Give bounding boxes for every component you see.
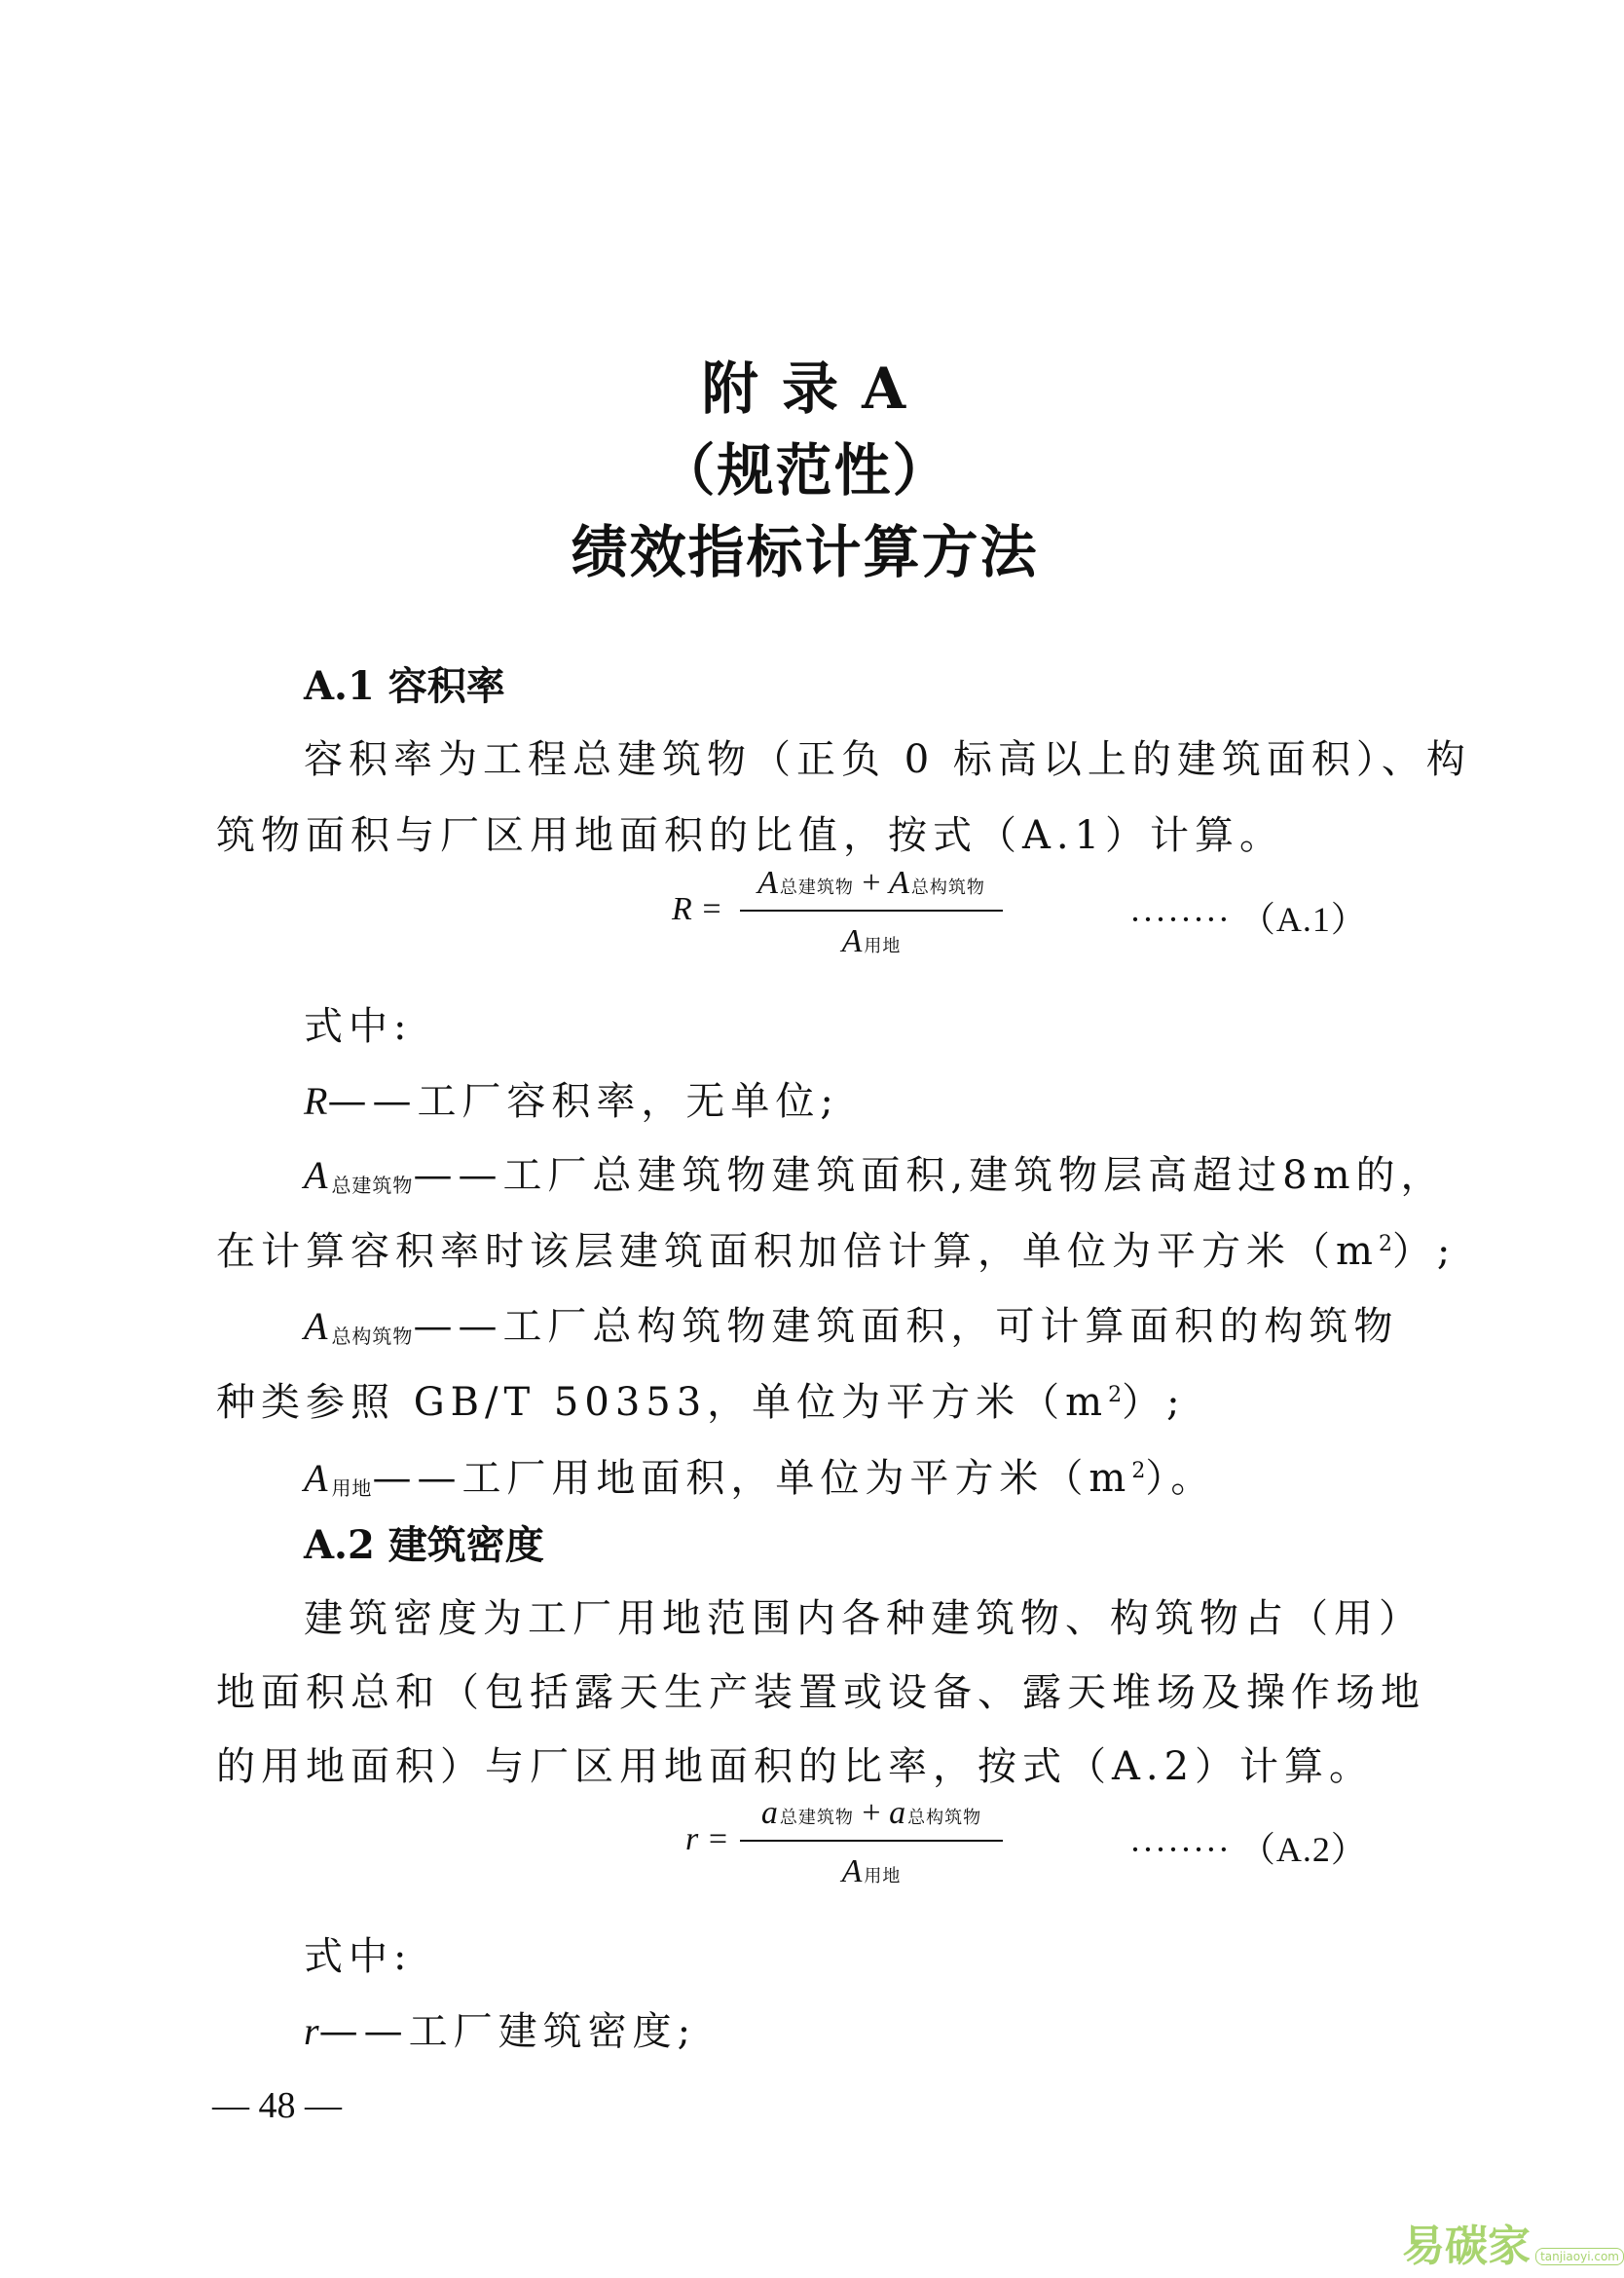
watermark-url: tanjiaoyi.com bbox=[1535, 2248, 1624, 2265]
definition-a-structure: A $_{总构筑物}$——工厂总构筑物建筑面积，可计算面积的构筑物 bbox=[304, 1304, 1399, 1349]
page-number: — 48 — bbox=[212, 2085, 342, 2126]
formula-a2-numerator: a总建筑物 + a 总构筑物 bbox=[760, 1795, 982, 1831]
formula-a1-fraction-bar bbox=[740, 910, 1003, 912]
definition-a-structure-line2: 种类参照 GB/T 50353，单位为平方米$(m^2)$; bbox=[216, 1380, 1186, 1425]
formula-a2-fraction-bar bbox=[740, 1840, 1003, 1842]
appendix-heading: 绩效指标计算方法 bbox=[571, 519, 1039, 585]
definition-r bbox=[304, 1070, 839, 1126]
formula-a2-denominator: A用地 bbox=[841, 1853, 902, 1889]
appendix-subtitle: （规范性） bbox=[658, 437, 951, 504]
definition-a-building: A $_{总建筑物}$——工厂总建筑物建筑面积,建筑物层高超过8m的， bbox=[304, 1153, 1446, 1198]
formula-a2 bbox=[685, 1821, 729, 1858]
section-a1-para-line1: 容积率为工程总建筑物（正负 0 标高以上的建筑面积）、构 bbox=[304, 737, 1471, 782]
section-a1-para-line2: 筑物面积与厂区用地面积的比值，按式（A.1）计算。 bbox=[216, 813, 1285, 858]
watermark-logo bbox=[1402, 2211, 1624, 2273]
section-a2-para-line3: 的用地面积）与厂区用地面积的比率，按式（A.2）计算。 bbox=[216, 1744, 1375, 1789]
section-a1-heading: A.1 容积率 bbox=[304, 663, 505, 709]
watermark-text: 易碳家 bbox=[1402, 2222, 1531, 2271]
definition-a-building-line2: 在计算容积率时该层建筑面积加倍计算，单位为平方米$(m^2)$; bbox=[216, 1229, 1457, 1274]
appendix-title: 附 录 A bbox=[701, 355, 908, 422]
definition-r-density: r——工厂建筑密度; bbox=[304, 2009, 697, 2054]
formula-a1 bbox=[672, 891, 722, 928]
section-a1-where: 式中: bbox=[304, 1004, 413, 1049]
formula-a1-number: ········ （A.1） bbox=[1129, 900, 1367, 939]
definition-r-symbol: R bbox=[304, 1079, 328, 1123]
definition-a-land: A $_{用地}$——工厂用地面积，单位为平方米$(m^2)$。 bbox=[304, 1456, 1216, 1501]
section-a2-para-line1: 建筑密度为工厂用地范围内各种建筑物、构筑物占（用） bbox=[304, 1596, 1423, 1641]
formula-a1-lhs: R = bbox=[672, 891, 723, 927]
section-a2-where: 式中: bbox=[304, 1934, 413, 1979]
formula-a2-number: ········ （A.2） bbox=[1129, 1830, 1367, 1869]
formula-a1-denominator: A用地 bbox=[841, 923, 902, 959]
section-a2-heading: A.2 建筑密度 bbox=[304, 1522, 544, 1568]
formula-a2-lhs: r = bbox=[685, 1821, 729, 1857]
definition-r-text: ——工厂容积率，无单位; bbox=[327, 1079, 839, 1124]
formula-a1-numerator: A总建筑物 + A 总构筑物 bbox=[757, 865, 985, 901]
section-a2-para-line2: 地面积总和（包括露天生产装置或设备、露天堆场及操作场地 bbox=[216, 1670, 1425, 1715]
